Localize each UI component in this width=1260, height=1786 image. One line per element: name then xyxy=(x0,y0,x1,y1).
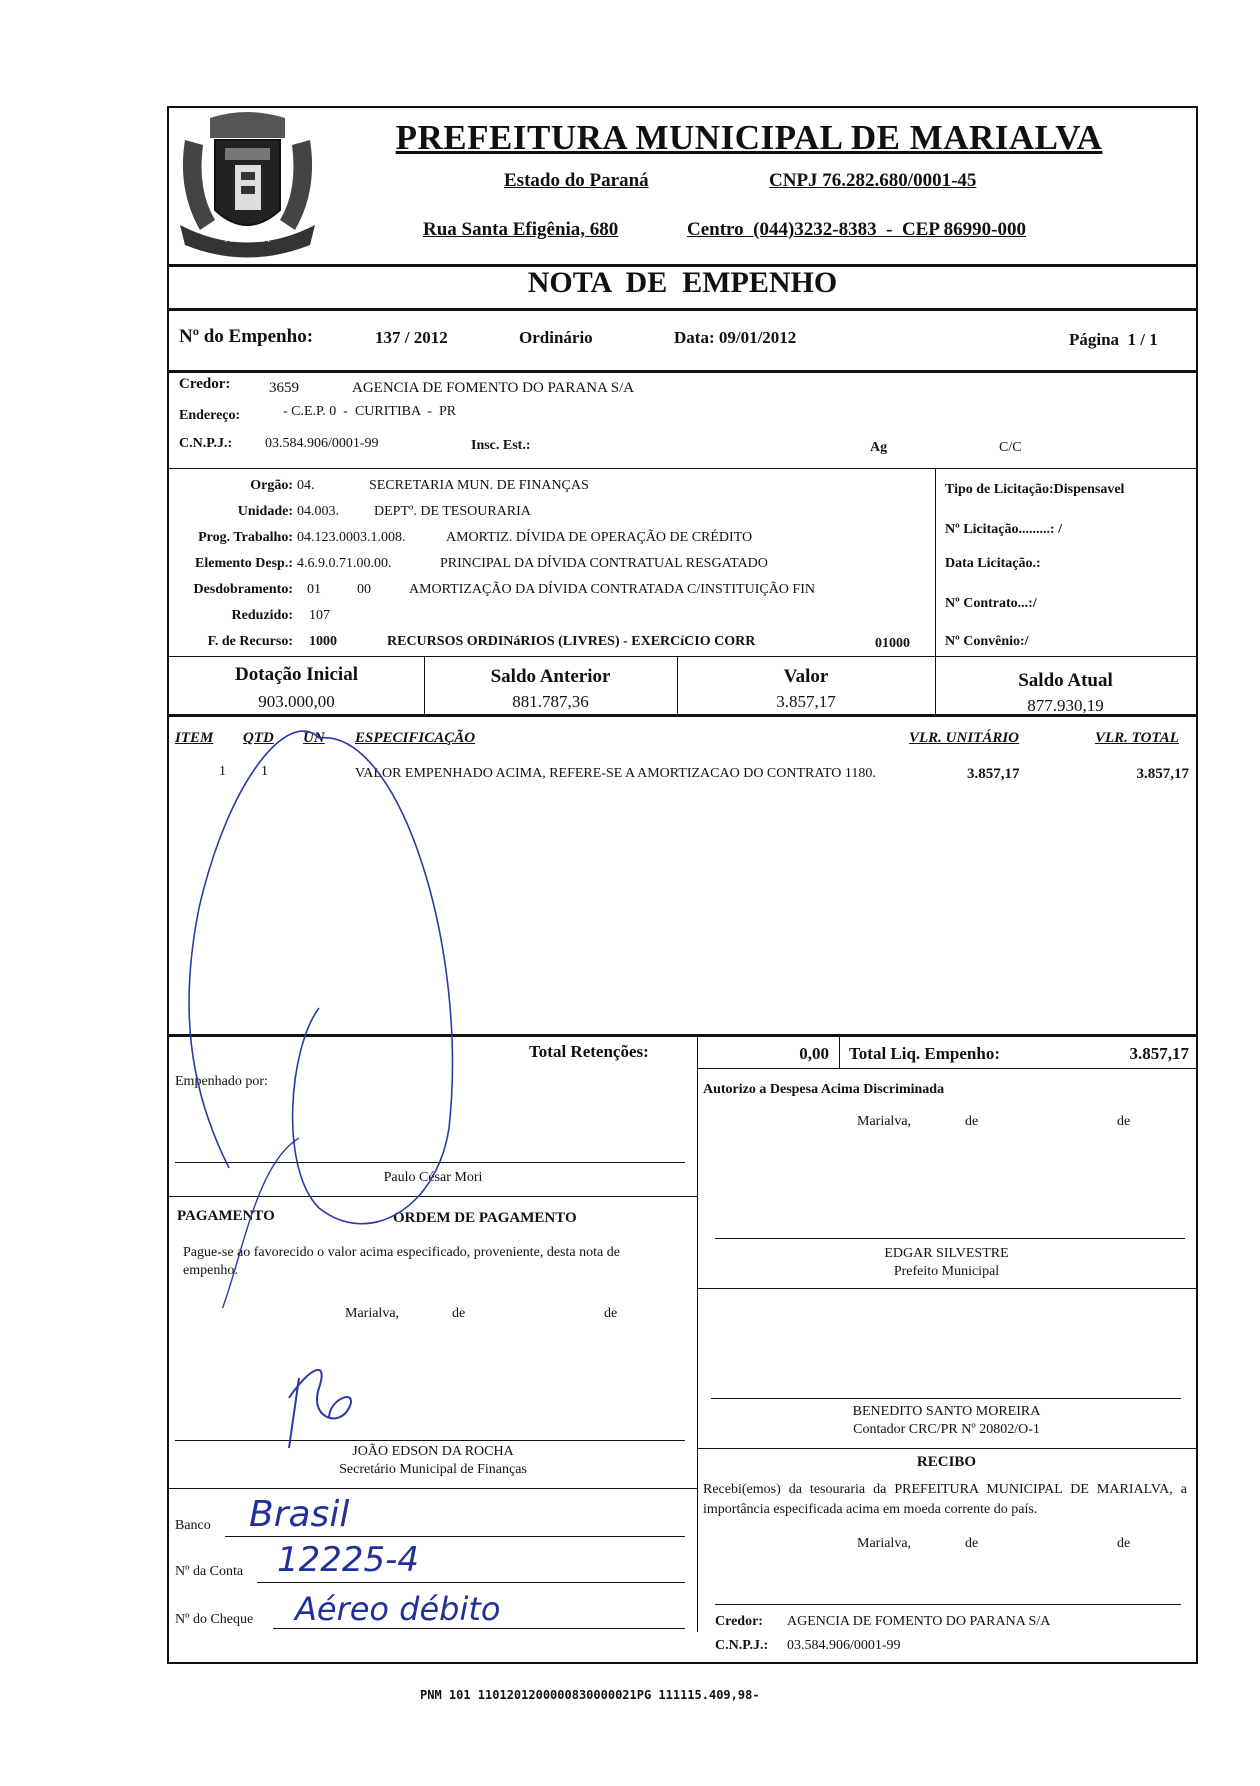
licitacao-tipo: Tipo de Licitação:Dispensavel xyxy=(945,482,1125,497)
prog-name: AMORTIZ. DÍVIDA DE OPERAÇÃO DE CRÉDITO xyxy=(446,530,753,545)
divider xyxy=(169,370,1196,373)
total-retencoes-label: Total Retenções: xyxy=(529,1042,649,1061)
dotacao-inicial-label: Dotação Inicial xyxy=(235,664,358,685)
banco-value: Brasil xyxy=(249,1494,350,1535)
header-address: Rua Santa Efigênia, 680 xyxy=(423,219,619,240)
elemento-code: 4.6.9.0.71.00.00. xyxy=(297,556,392,571)
recibo-de2: de xyxy=(1117,1536,1131,1551)
pagamento-local: Marialva, xyxy=(345,1306,400,1321)
svg-text:MARIALVA: MARIALVA xyxy=(224,235,270,245)
licitacao-data: Data Licitação.: xyxy=(945,556,1041,571)
empenhado-por-label: Empenhado por: xyxy=(175,1074,268,1089)
empenhado-nome: Paulo César Mori xyxy=(383,1170,483,1185)
valor-value: 3.857,17 xyxy=(776,692,836,711)
autorizo-texto: Autorizo a Despesa Acima Discriminada xyxy=(703,1082,945,1097)
pagamento-texto: Pague-se ao favorecido o valor acima especificado, proveniente, desta nota de empenho. xyxy=(183,1245,620,1278)
page-title: PREFEITURA MUNICIPAL DE MARIALVA xyxy=(395,118,1103,157)
secretario-nome: JOÃO EDSON DA ROCHA xyxy=(352,1444,514,1459)
saldo-atual-value: 877.930,19 xyxy=(1027,696,1104,715)
col-item: ITEM xyxy=(175,730,214,746)
elemento-label: Elemento Desp.: xyxy=(195,556,293,571)
pagamento-label: PAGAMENTO xyxy=(177,1208,275,1224)
dotacao-inicial-value: 903.000,00 xyxy=(258,692,335,711)
saldo-anterior-value: 881.787,36 xyxy=(512,692,589,711)
desdobramento-name: AMORTIZAÇÃO DA DÍVIDA CONTRATADA C/INSTITUIÇÃO FIN xyxy=(409,582,815,597)
prog-label: Prog. Trabalho: xyxy=(198,530,293,545)
divider xyxy=(169,1034,1196,1037)
valor-label: Valor xyxy=(783,666,829,687)
signature-line xyxy=(715,1604,1181,1605)
reduzido-label: Reduzido: xyxy=(231,608,293,623)
recibo-cnpj: 03.584.906/0001-99 xyxy=(787,1638,901,1653)
prefeito-cargo: Prefeito Municipal xyxy=(893,1264,1000,1279)
divider xyxy=(169,468,1196,469)
orgao-label: Orgão: xyxy=(250,478,293,493)
prefeito-nome: EDGAR SILVESTRE xyxy=(884,1246,1009,1261)
recibo-credor: AGENCIA DE FOMENTO DO PARANA S/A xyxy=(787,1614,1051,1629)
cheque-value: Aéreo débito xyxy=(295,1590,501,1628)
signature-line xyxy=(715,1238,1185,1239)
recibo-cnpj-label: C.N.P.J.: xyxy=(715,1638,769,1653)
recurso-name: RECURSOS ORDINáRIOS (LIVRES) - EXERCíCIO CORR xyxy=(387,634,756,649)
credor-name: AGENCIA DE FOMENTO DO PARANA S/A xyxy=(352,380,635,396)
recibo-texto: Recebi(emos) da tesouraria da PREFEITURA MUNICIPAL DE MARIALVA, a importância especificada acima em moeda corrente do país. xyxy=(703,1482,1187,1517)
divider xyxy=(169,656,1196,657)
banco-line xyxy=(225,1536,685,1537)
saldo-atual-label: Saldo Atual xyxy=(1018,670,1113,691)
total-liquido-value: 3.857,17 xyxy=(1129,1044,1189,1063)
pagamento-de2: de xyxy=(604,1306,618,1321)
divider xyxy=(169,1488,697,1489)
licitacao-convenio: Nº Convênio:/ xyxy=(945,634,1029,649)
total-liquido-label: Total Liq. Empenho: xyxy=(849,1044,1000,1063)
row-item: 1 xyxy=(219,764,226,779)
secretario-cargo: Secretário Municipal de Finanças xyxy=(339,1462,527,1477)
contador-nome: BENEDITO SANTO MOREIRA xyxy=(852,1404,1041,1419)
row-vlr-total: 3.857,17 xyxy=(1136,766,1189,782)
header-state: Estado do Paraná xyxy=(504,170,649,191)
recurso-code: 1000 xyxy=(309,634,337,649)
divider xyxy=(839,1034,840,1068)
row-qtd: 1 xyxy=(261,764,268,779)
licitacao-contrato: Nº Contrato...:/ xyxy=(945,596,1037,611)
col-un: UN xyxy=(303,730,325,746)
signature-line xyxy=(711,1398,1181,1399)
agency-label: Ag xyxy=(870,440,888,455)
doc-title: NOTA DE EMPENHO xyxy=(527,266,838,299)
elemento-name: PRINCIPAL DA DÍVIDA CONTRATUAL RESGATADO xyxy=(440,556,768,571)
credor-code: 3659 xyxy=(269,380,299,396)
divider xyxy=(697,1448,1196,1449)
header-cnpj: CNPJ 76.282.680/0001-45 xyxy=(769,170,977,191)
prog-code: 04.123.0003.1.008. xyxy=(297,530,406,545)
page-number: Página 1 / 1 xyxy=(1069,330,1158,349)
reduzido-value: 107 xyxy=(309,608,330,623)
divider xyxy=(169,1196,697,1197)
col-qtd: QTD xyxy=(243,730,274,746)
footer-code: PNM 101 1101201200000830000021PG 111115.409,98- xyxy=(420,1688,760,1702)
pagamento-de1: de xyxy=(452,1306,466,1321)
credor-label: Credor: xyxy=(179,376,231,392)
account-label: C/C xyxy=(999,440,1022,455)
address-label: Endereço: xyxy=(179,408,241,423)
header-contact: Centro (044)3232-8383 - CEP 86990-000 xyxy=(687,219,1026,240)
recibo-local: Marialva, xyxy=(857,1536,912,1551)
empenho-number: 137 / 2012 xyxy=(375,328,448,347)
conta-line xyxy=(257,1582,685,1583)
nota-empenho-form xyxy=(167,106,1198,1664)
divider xyxy=(697,1034,698,1632)
total-retencoes-value: 0,00 xyxy=(799,1044,829,1063)
col-vlr-total: VLR. TOTAL xyxy=(1095,730,1179,746)
conta-value: 12225-4 xyxy=(277,1540,420,1580)
desdobramento-code2: 00 xyxy=(357,582,371,597)
col-vlr-unitario: VLR. UNITÁRIO xyxy=(909,730,1020,746)
signature-line xyxy=(175,1162,685,1163)
recurso-label: F. de Recurso: xyxy=(207,634,293,649)
empenho-date: Data: 09/01/2012 xyxy=(674,328,797,347)
desdobramento-code1: 01 xyxy=(307,582,321,597)
recibo-credor-label: Credor: xyxy=(715,1614,763,1629)
cheque-line xyxy=(273,1628,685,1629)
desdobramento-label: Desdobramento: xyxy=(193,582,293,597)
credor-address: - C.E.P. 0 - CURITIBA - PR xyxy=(283,404,457,419)
empenho-number-label: Nº do Empenho: xyxy=(179,326,314,347)
ordem-pagamento-label: ORDEM DE PAGAMENTO xyxy=(393,1210,577,1226)
autorizo-local: Marialva, xyxy=(857,1114,912,1129)
empenho-type: Ordinário xyxy=(519,328,593,347)
unidade-label: Unidade: xyxy=(237,504,293,519)
divider xyxy=(697,1068,1196,1069)
conta-label: Nº da Conta xyxy=(175,1564,244,1579)
divider xyxy=(169,714,1196,717)
recibo-titulo: RECIBO xyxy=(916,1454,977,1470)
banco-label: Banco xyxy=(175,1518,211,1533)
orgao-code: 04. xyxy=(297,478,315,493)
saldo-anterior-label: Saldo Anterior xyxy=(490,666,611,687)
cheque-label: Nº do Cheque xyxy=(175,1612,254,1627)
col-especificacao: ESPECIFICAÇÃO xyxy=(355,730,476,746)
divider xyxy=(935,468,936,656)
recurso-code2: 01000 xyxy=(875,636,910,651)
divider xyxy=(697,1288,1196,1289)
recibo-de1: de xyxy=(965,1536,979,1551)
insc-est-label: Insc. Est.: xyxy=(471,438,531,453)
row-especificacao: VALOR EMPENHADO ACIMA, REFERE-SE A AMORTIZACAO DO CONTRATO 1180. xyxy=(355,766,876,781)
autorizo-de1: de xyxy=(965,1114,979,1129)
divider xyxy=(169,308,1196,311)
marialva-coat-of-arms-icon xyxy=(175,110,320,268)
credor-cnpj: 03.584.906/0001-99 xyxy=(265,436,379,451)
row-vlr-unitario: 3.857,17 xyxy=(967,766,1020,782)
unidade-code: 04.003. xyxy=(297,504,339,519)
signature-line xyxy=(175,1440,685,1441)
unidade-name: DEPTº. DE TESOURARIA xyxy=(374,504,531,519)
autorizo-de2: de xyxy=(1117,1114,1131,1129)
contador-cargo: Contador CRC/PR Nº 20802/O-1 xyxy=(853,1422,1040,1437)
orgao-name: SECRETARIA MUN. DE FINANÇAS xyxy=(369,478,589,493)
licitacao-numero: Nº Licitação.........: / xyxy=(945,522,1062,537)
cnpj-label: C.N.P.J.: xyxy=(179,436,233,451)
